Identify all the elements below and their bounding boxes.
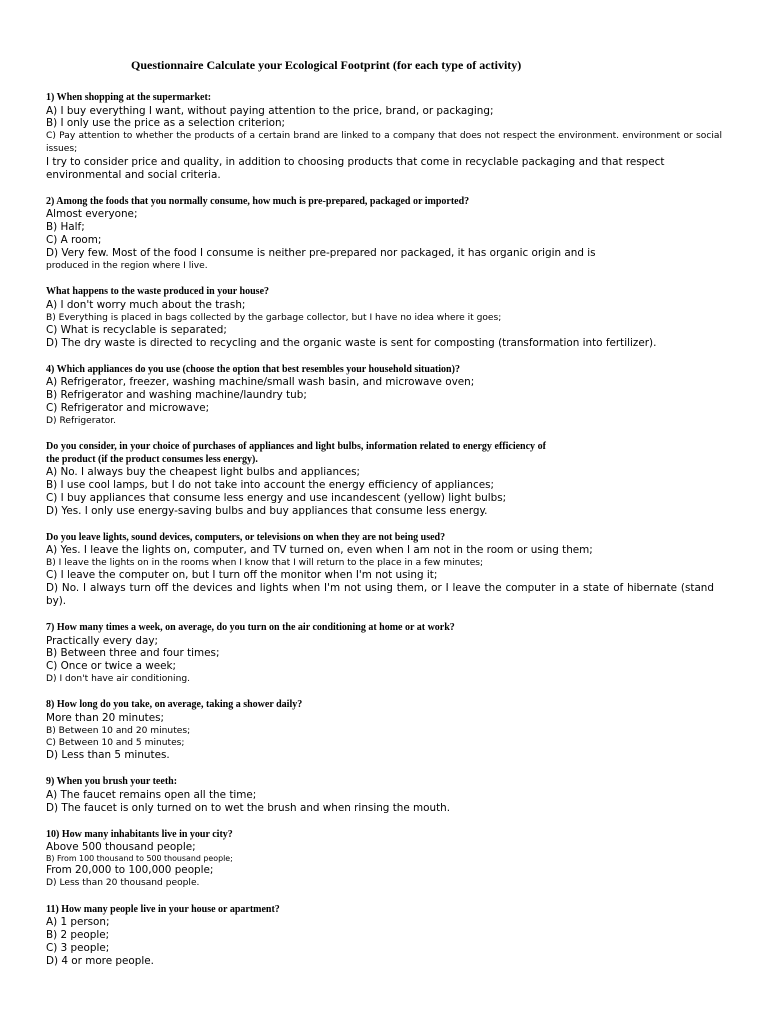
option-b: B) I leave the lights on in the rooms when I know that I will return to the place in a few minutes; bbox=[46, 558, 484, 569]
option-b: B) From 100 thousand to 500 thousand people; bbox=[46, 853, 233, 863]
option-a: A) Refrigerator, freezer, washing machine/small wash basin, and microwave oven; bbox=[46, 376, 475, 389]
option-a: Above 500 thousand people; bbox=[46, 841, 196, 854]
question-9 bbox=[46, 776, 722, 814]
question-3 bbox=[46, 286, 722, 349]
question-11 bbox=[46, 904, 722, 968]
option-c: C) What is recyclable is separated; bbox=[46, 323, 227, 336]
option-d: D) No. I always turn off the devices and lights when I'm not using them, or I leave the computer in a state of hibernate (stand by). bbox=[46, 582, 714, 608]
question-title: 10) How many inhabitants live in your city? bbox=[46, 828, 233, 840]
question-title: 9) When you brush your teeth: bbox=[46, 776, 178, 788]
option-d: D) Less than 5 minutes. bbox=[46, 749, 170, 762]
question-4 bbox=[46, 364, 722, 427]
option-c: C) I buy appliances that consume less energy and use incandescent (yellow) light bulbs; bbox=[46, 491, 507, 504]
option-b: B) Refrigerator and washing machine/laundry tub; bbox=[46, 389, 307, 402]
question-10 bbox=[46, 829, 722, 890]
option-a: A) 1 person; bbox=[46, 916, 110, 929]
question-title: 7) How many times a week, on average, do you turn on the air conditioning at home or at work? bbox=[46, 622, 455, 634]
option-a: A) I buy everything I want, without paying attention to the price, brand, or packaging; bbox=[46, 104, 494, 117]
option-b: B) Everything is placed in bags collected by the garbage collector, but I have no idea where it goes; bbox=[46, 312, 502, 323]
option-d-continued: produced in the region where I live. bbox=[46, 261, 208, 272]
option-a: A) Yes. I leave the lights on, computer, and TV turned on, even when I am not in the room or using them; bbox=[46, 544, 593, 557]
option-c: C) 3 people; bbox=[46, 941, 110, 954]
option-b: B) I use cool lamps, but I do not take into account the energy efficiency of appliances; bbox=[46, 479, 495, 492]
option-d: I try to consider price and quality, in addition to choosing products that come in recyclable packaging and that respect environmental and social criteria. bbox=[46, 156, 665, 182]
option-c: C) Between 10 and 5 minutes; bbox=[46, 738, 185, 749]
option-a: A) The faucet remains open all the time; bbox=[46, 788, 257, 801]
option-b: B) 2 people; bbox=[46, 928, 110, 941]
option-b: B) Between three and four times; bbox=[46, 647, 220, 660]
question-title: 11) How many people live in your house or apartment? bbox=[46, 903, 280, 915]
option-d: D) Yes. I only use energy-saving bulbs and buy appliances that consume less energy. bbox=[46, 504, 488, 517]
question-5 bbox=[46, 441, 722, 518]
option-d: D) 4 or more people. bbox=[46, 954, 154, 967]
option-a: A) I don't worry much about the trash; bbox=[46, 298, 246, 311]
option-d: D) Less than 20 thousand people. bbox=[46, 878, 200, 889]
document-title: Questionnaire Calculate your Ecological Footprint (for each type of activity) bbox=[131, 58, 522, 72]
option-a: Practically every day; bbox=[46, 634, 158, 647]
question-6 bbox=[46, 532, 722, 608]
option-c: C) Pay attention to whether the products of a certain brand are linked to a company that does not respect the environment. environment or social issues; bbox=[46, 131, 722, 155]
option-d: D) I don't have air conditioning. bbox=[46, 674, 190, 685]
option-c: C) Once or twice a week; bbox=[46, 660, 177, 673]
option-c: C) I leave the computer on, but I turn off the monitor when I'm not using it; bbox=[46, 569, 438, 582]
option-c: From 20,000 to 100,000 people; bbox=[46, 864, 214, 877]
question-8 bbox=[46, 699, 722, 762]
option-b: B) Between 10 and 20 minutes; bbox=[46, 725, 191, 736]
option-d: D) Very few. Most of the food I consume is neither pre-prepared nor packaged, it has organic origin and is bbox=[46, 247, 596, 260]
question-7 bbox=[46, 622, 722, 685]
option-a: More than 20 minutes; bbox=[46, 711, 165, 724]
question-title: Do you leave lights, sound devices, computers, or televisions on when they are not being used? bbox=[46, 531, 446, 543]
option-c: C) Refrigerator and microwave; bbox=[46, 402, 210, 414]
question-title: 1) When shopping at the supermarket: bbox=[46, 92, 212, 103]
option-d: D) The faucet is only turned on to wet the brush and when rinsing the mouth. bbox=[46, 801, 451, 814]
question-title: What happens to the waste produced in your house? bbox=[46, 286, 270, 298]
question-title: 2) Among the foods that you normally consume, how much is pre-prepared, packaged or imported? bbox=[46, 195, 470, 207]
option-b: B) Half; bbox=[46, 221, 85, 234]
questionnaire-document bbox=[46, 58, 722, 982]
question-1 bbox=[46, 92, 722, 182]
option-d: D) Refrigerator. bbox=[46, 415, 117, 426]
option-a: Almost everyone; bbox=[46, 208, 138, 221]
question-title: Do you consider, in your choice of purchases of appliances and light bulbs, information related to energy efficiency of the product (if the product consumes less energy). bbox=[46, 441, 546, 465]
option-a: A) No. I always buy the cheapest light bulbs and appliances; bbox=[46, 466, 361, 479]
question-title: 8) How long do you take, on average, taking a shower daily? bbox=[46, 699, 303, 711]
option-b: B) I only use the price as a selection criterion; bbox=[46, 117, 286, 130]
option-c: C) A room; bbox=[46, 234, 102, 247]
question-title: 4) Which appliances do you use (choose the option that best resembles your household situation)? bbox=[46, 363, 460, 375]
question-2 bbox=[46, 196, 722, 272]
option-d: D) The dry waste is directed to recycling and the organic waste is sent for composting (transformation into fertilizer). bbox=[46, 336, 657, 349]
